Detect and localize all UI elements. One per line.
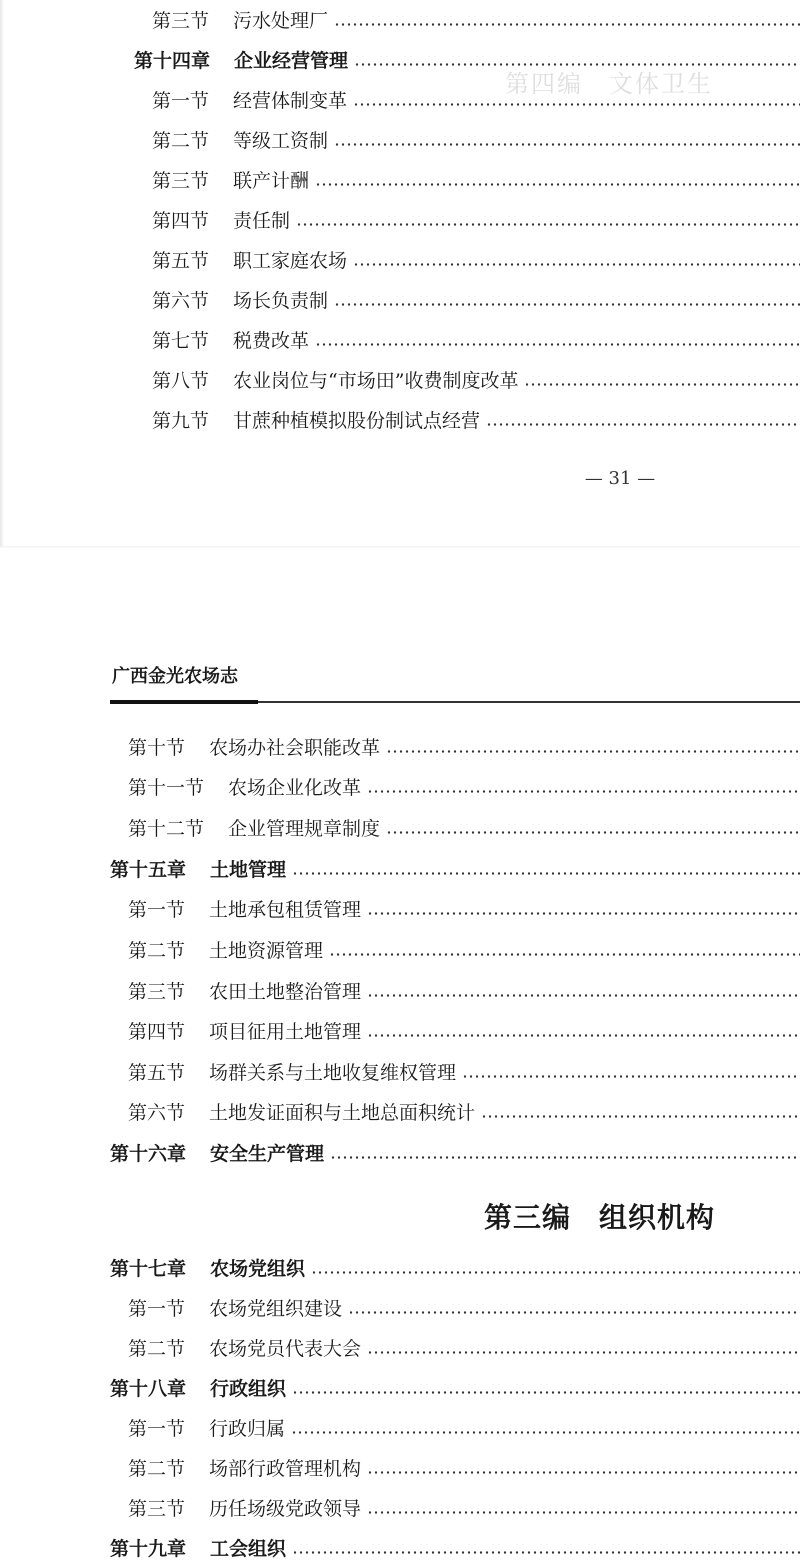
- toc-entry[interactable]: [0, 936, 800, 966]
- toc-entry[interactable]: [0, 1098, 800, 1128]
- toc-entry-number: 第三节: [152, 10, 210, 32]
- toc-entry[interactable]: [0, 977, 800, 1007]
- toc-chapter-entry[interactable]: [0, 46, 800, 76]
- toc-chapter-entry[interactable]: [0, 1254, 800, 1284]
- dot-leader: [334, 23, 800, 26]
- toc-entry-number: 第一节: [128, 899, 186, 921]
- toc-entry-title: 企业管理规章制度: [228, 818, 381, 840]
- toc-entry-title: 场长负责制: [233, 290, 329, 312]
- dot-leader: [367, 1471, 800, 1474]
- toc-entry-number: 第四节: [152, 210, 210, 232]
- toc-entry-number: 第五节: [128, 1062, 186, 1084]
- toc-entry-number: 第六节: [152, 290, 210, 312]
- dot-leader: [354, 63, 800, 66]
- toc-entry[interactable]: [0, 126, 800, 156]
- toc-entry-title: 行政组织: [210, 1378, 287, 1400]
- header-rule-thick: [110, 700, 258, 704]
- toc-entry-number: 第十九章: [110, 1538, 187, 1560]
- toc-entry[interactable]: [0, 6, 800, 36]
- dot-leader: [353, 263, 800, 266]
- toc-entry-title: 农业岗位与“市场田”收费制度改革: [233, 370, 519, 392]
- toc-page-top: [0, 0, 800, 548]
- dot-leader: [481, 1115, 800, 1118]
- toc-entry-title: 工会组织: [210, 1538, 287, 1560]
- toc-entry[interactable]: [0, 1494, 800, 1524]
- toc-entry[interactable]: [0, 86, 800, 116]
- toc-entry-title: 经营体制变革: [233, 90, 348, 112]
- toc-entry-title: 历任场级党政领导: [209, 1498, 362, 1520]
- dot-leader: [524, 383, 800, 386]
- toc-entry-number: 第三节: [152, 170, 210, 192]
- dot-leader: [367, 1511, 800, 1514]
- dot-leader: [348, 1311, 800, 1314]
- toc-entry-title: 行政归属: [209, 1418, 286, 1440]
- dot-leader: [367, 1351, 800, 1354]
- toc-entry-number: 第三节: [128, 981, 186, 1003]
- toc-entry-title: 农田土地整治管理: [209, 981, 362, 1003]
- dot-leader: [330, 1156, 800, 1159]
- toc-entry-number: 第九节: [152, 410, 210, 432]
- toc-entry[interactable]: [0, 166, 800, 196]
- toc-entry-title: 土地资源管理: [209, 940, 324, 962]
- dot-leader: [315, 183, 800, 186]
- toc-entry-number: 第十节: [128, 737, 186, 759]
- toc-entry-title: 场部行政管理机构: [209, 1458, 362, 1480]
- dot-leader: [334, 303, 800, 306]
- toc-entry-number: 第十四章: [134, 50, 211, 72]
- running-header-title: 广西金光农场志: [112, 666, 238, 687]
- dot-leader: [462, 1075, 800, 1078]
- toc-entry[interactable]: [0, 1334, 800, 1364]
- toc-chapter-entry[interactable]: [0, 1374, 800, 1404]
- toc-entry-title: 土地发证面积与土地总面积统计: [209, 1102, 476, 1124]
- toc-entry-number: 第二节: [128, 1458, 186, 1480]
- dot-leader: [367, 994, 800, 997]
- toc-entry-number: 第十一节: [128, 777, 205, 799]
- toc-entry-title: 土地管理: [210, 859, 287, 881]
- toc-entry[interactable]: [0, 286, 800, 316]
- toc-entry-title: 农场办社会职能改革: [209, 737, 381, 759]
- toc-entry-number: 第二节: [128, 1338, 186, 1360]
- toc-entry[interactable]: [0, 773, 800, 803]
- toc-entry-title: 等级工资制: [233, 130, 329, 152]
- dot-leader: [353, 103, 800, 106]
- toc-entry-number: 第十八章: [110, 1378, 187, 1400]
- toc-entry-number: 第五节: [152, 250, 210, 272]
- toc-entry[interactable]: [0, 814, 800, 844]
- toc-entry-title: 企业经营管理: [234, 50, 349, 72]
- toc-entry-number: 第七节: [152, 330, 210, 352]
- toc-entry-title: 项目征用土地管理: [209, 1021, 362, 1043]
- toc-entry-number: 第二节: [128, 940, 186, 962]
- toc-entry-title: 农场党员代表大会: [209, 1338, 362, 1360]
- dot-leader: [386, 750, 800, 753]
- part-heading[interactable]: [484, 1196, 715, 1236]
- bleed-through-text: 第四编 文体卫生: [505, 70, 713, 98]
- dot-leader: [486, 423, 800, 426]
- toc-entry-title: 污水处理厂: [233, 10, 329, 32]
- dot-leader: [292, 1551, 800, 1554]
- dot-leader: [386, 831, 800, 834]
- toc-entry-number: 第一节: [128, 1298, 186, 1320]
- toc-entry-title: 联产计酬: [233, 170, 310, 192]
- toc-entry-title: 农场企业化改革: [228, 777, 362, 799]
- toc-entry-number: 第三节: [128, 1498, 186, 1520]
- toc-entry-title: 责任制: [233, 210, 291, 232]
- toc-entry[interactable]: [0, 1454, 800, 1484]
- toc-entry[interactable]: [0, 406, 800, 436]
- dot-leader: [367, 1034, 800, 1037]
- toc-entry-title: 农场党组织: [210, 1258, 306, 1280]
- toc-entry[interactable]: [0, 246, 800, 276]
- page-number: — 31 —: [584, 468, 656, 489]
- toc-entry[interactable]: [0, 206, 800, 236]
- toc-chapter-entry[interactable]: [0, 1534, 800, 1564]
- dot-leader: [296, 223, 800, 226]
- part-title: 组织机构: [599, 1201, 716, 1234]
- toc-entry-title: 职工家庭农场: [233, 250, 348, 272]
- dot-leader: [334, 143, 800, 146]
- toc-entry-title: 甘蔗种植模拟股份制试点经营: [233, 410, 481, 432]
- dot-leader: [367, 912, 800, 915]
- toc-entry[interactable]: [0, 733, 800, 763]
- toc-entry-number: 第十五章: [110, 859, 187, 881]
- dot-leader: [315, 343, 800, 346]
- toc-entry-number: 第十二节: [128, 818, 205, 840]
- toc-entry-title: 农场党组织建设: [209, 1298, 343, 1320]
- toc-entry-number: 第一节: [152, 90, 210, 112]
- toc-entry[interactable]: [0, 895, 800, 925]
- dot-leader: [292, 1391, 800, 1394]
- dot-leader: [367, 790, 800, 793]
- part-number: 第三编: [484, 1201, 572, 1234]
- toc-entry-number: 第四节: [128, 1021, 186, 1043]
- toc-chapter-entry[interactable]: [0, 855, 800, 885]
- dot-leader: [329, 953, 800, 956]
- toc-entry-number: 第十六章: [110, 1143, 187, 1165]
- toc-entry-number: 第六节: [128, 1102, 186, 1124]
- toc-entry-number: 第十七章: [110, 1258, 187, 1280]
- toc-entry[interactable]: [0, 1017, 800, 1047]
- header-rule-thin: [258, 701, 800, 703]
- toc-entry-title: 税费改革: [233, 330, 310, 352]
- dot-leader: [291, 1431, 800, 1434]
- toc-entry-number: 第八节: [152, 370, 210, 392]
- dot-leader: [311, 1271, 800, 1274]
- toc-entry-number: 第一节: [128, 1418, 186, 1440]
- toc-entry[interactable]: [0, 1294, 800, 1324]
- toc-chapter-entry[interactable]: [0, 1139, 800, 1169]
- dot-leader: [292, 872, 800, 875]
- toc-entry[interactable]: [0, 1058, 800, 1088]
- toc-entry-title: 土地承包租赁管理: [209, 899, 362, 921]
- toc-entry[interactable]: [0, 366, 800, 396]
- toc-entry-number: 第二节: [152, 130, 210, 152]
- toc-entry-title: 安全生产管理: [210, 1143, 325, 1165]
- toc-entry-title: 场群关系与土地收复维权管理: [209, 1062, 457, 1084]
- toc-entry[interactable]: [0, 326, 800, 356]
- toc-entry[interactable]: [0, 1414, 800, 1444]
